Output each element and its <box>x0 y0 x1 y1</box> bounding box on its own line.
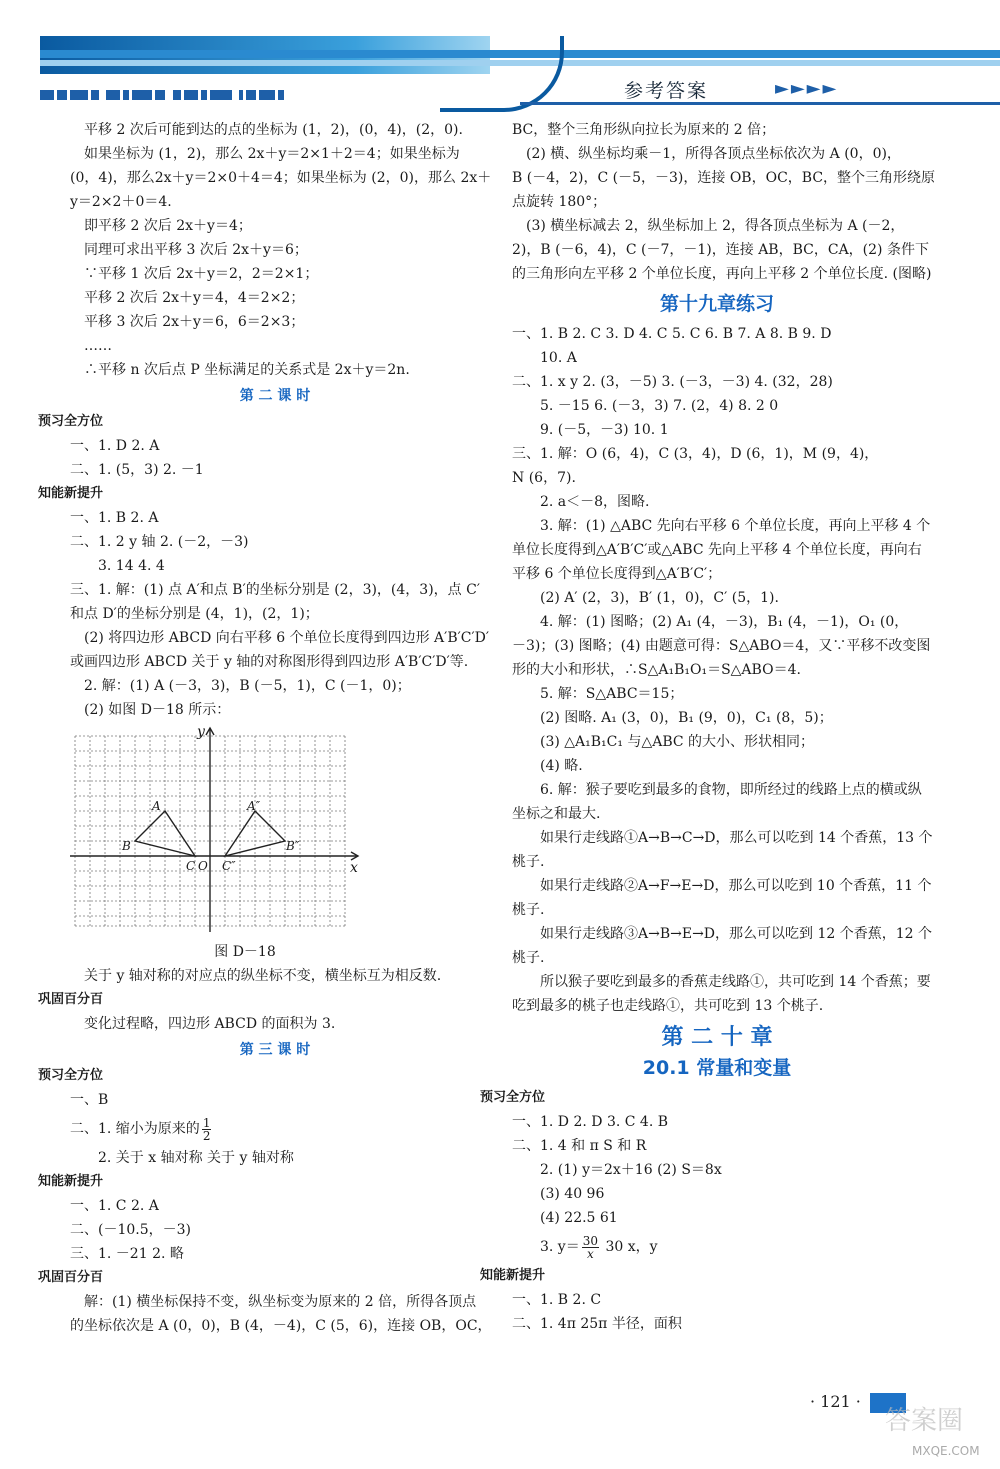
text-line: 一、1. D 2. A <box>70 438 160 454</box>
text-line: 2)，B (－6，4)，C (－7，－1)，连接 AB，BC，CA，(2) 条件下 <box>512 242 929 258</box>
text-line: 二、1. 4π 25π 半径，面积 <box>512 1316 682 1332</box>
header-pattern <box>40 88 500 102</box>
text-line: 变化过程略，四边形 ABCD 的面积为 3. <box>84 1016 336 1032</box>
fraction-prefix: 二、1. 缩小为原来的 <box>70 1121 200 1137</box>
tag-skill: 知能新提升 <box>38 486 104 501</box>
fraction-denominator: x <box>586 1246 594 1261</box>
text-line: 二、1. 2 y 轴 2. (－2，－3) <box>70 534 249 550</box>
section-title-chapter19: 第十九章练习 <box>659 293 774 315</box>
text-line: 一、1. C 2. A <box>70 1198 159 1214</box>
text-line: 一、B <box>70 1092 109 1108</box>
text-line: 的三角形向左平移 2 个单位长度，再向上平移 2 个单位长度. (图略) <box>512 266 932 282</box>
text-line: y＝2×2＋0＝4. <box>70 194 172 210</box>
text-line-fraction <box>512 1230 922 1264</box>
header-rule <box>520 102 1000 105</box>
tag-consolidate: 巩固百分百 <box>38 992 104 1007</box>
point-label-B: B <box>122 839 131 853</box>
text-line: 4. 解：(1) 图略；(2) A₁ (4，－3)，B₁ (4，－1)，O₁ (0， <box>540 614 909 630</box>
text-line: 2. a＜－8，图略. <box>540 494 650 510</box>
tag-preview: 预习全方位 <box>38 414 104 429</box>
text-line: 如果行走线路③A→B→E→D，那么可以吃到 12 个香蕉，12 个 <box>540 926 933 942</box>
text-line: 或画四边形 ABCD 关于 y 轴的对称图形得到四边形 A′B′C′D′等. <box>70 654 469 670</box>
tag-skill: 知能新提升 <box>480 1268 546 1283</box>
text-line: 平移 6 个单位长度得到△A′B′C′； <box>512 566 722 582</box>
text-line: 三、1. 解：O (6，4)，C (3，4)，D (6，1)，M (9，4)， <box>512 446 879 462</box>
text-line: (4) 22.5 61 <box>540 1210 618 1226</box>
text-line: 平移 2 次后 2x＋y＝4，4＝2×2； <box>84 290 305 306</box>
chapter-title-20: 第 二 十 章 <box>661 1025 773 1050</box>
text-line: 桃子. <box>512 950 545 966</box>
fraction-numerator: 30 <box>582 1233 598 1248</box>
section-title-20-1: 20.1 常量和变量 <box>642 1057 792 1079</box>
axis-label-x: x <box>350 860 358 876</box>
point-label-A: A <box>152 799 161 813</box>
text-line: 3. 14 4. 4 <box>98 558 165 574</box>
text-line: 3. 解：(1) △ABC 先向右平移 6 个单位长度，再向上平移 4 个 <box>540 518 931 534</box>
tag-preview: 预习全方位 <box>480 1090 546 1105</box>
text-line: 一、1. B 2. A <box>70 510 159 526</box>
text-line: 2. 关于 x 轴对称 关于 y 轴对称 <box>98 1150 294 1166</box>
text-line: (2) 将四边形 ABCD 向右平移 6 个单位长度得到四边形 A′B′C′D′ <box>84 630 490 646</box>
fraction-denominator: 2 <box>202 1128 211 1143</box>
text-line: 二、1. 4 和 π S 和 R <box>512 1138 647 1154</box>
text-line: BC，整个三角形纵向拉长为原来的 2 倍； <box>512 122 776 138</box>
point-label-O: O <box>198 859 208 873</box>
text-line: …… <box>84 338 112 354</box>
text-line: 桃子. <box>512 902 545 918</box>
text-line: 一、1. B 2. C 3. D 4. C 5. C 6. B 7. A 8. B 9. D <box>512 326 832 342</box>
text-line: 即平移 2 次后 2x＋y＝4； <box>84 218 252 234</box>
text-line: B (－4，2)，C (－5，－3)，连接 OB，OC，BC，整个三角形绕原 <box>512 170 936 186</box>
text-line: 10. A <box>540 350 577 366</box>
text-line: 5. 解：S△ABC＝15； <box>540 686 684 702</box>
text-line: 如果行走线路①A→B→C→D，那么可以吃到 14 个香蕉，13 个 <box>540 830 933 846</box>
watermark-logo: 答案圈 <box>885 1406 964 1436</box>
text-line: (2) 图略. A₁ (3，0)，B₁ (9，0)，C₁ (8，5)； <box>540 710 833 726</box>
text-line: 9. (－5，－3) 10. 1 <box>540 422 669 438</box>
text-line: 二、1. x y 2. (3，－5) 3. (－3，－3) 4. (32，28) <box>512 374 833 390</box>
fraction-numerator: 1 <box>202 1115 211 1130</box>
fraction <box>582 1235 599 1260</box>
text-line: 6. 解：猴子要吃到最多的食物，即所经过的线路上点的横或纵 <box>540 782 922 798</box>
fraction-prefix: 3. y＝ <box>540 1239 580 1255</box>
text-line: 5. －15 6. (－3，3) 7. (2，4) 8. 2 0 <box>540 398 779 414</box>
text-line: 平移 2 次后可能到达的点的坐标为 (1，2)，(0，4)，(2，0). <box>84 122 463 138</box>
text-line: (3) △A₁B₁C₁ 与△ABC 的大小、形状相同； <box>540 734 815 750</box>
axis-label-y: y <box>197 724 205 740</box>
header-arrows-icon: ►►►► <box>775 78 839 99</box>
text-line: 单位长度得到△A′B′C′或△ABC 先向上平移 4 个单位长度，再向右 <box>512 542 922 558</box>
text-line: 2. (1) y＝2x＋16 (2) S＝8x <box>540 1162 722 1178</box>
point-label-A2: A″ <box>247 799 261 813</box>
section-title-lesson2: 第 二 课 时 <box>239 388 311 404</box>
watermark-url: MXQE.COM <box>912 1444 980 1458</box>
text-line: 如果坐标为 (1，2)，那么 2x＋y＝2×1＋2＝4；如果坐标为 <box>84 146 460 162</box>
text-line: (0，4)，那么2x＋y＝2×0＋4＝4；如果坐标为 (2，0)，那么 2x＋ <box>70 170 492 186</box>
header-title: 参考答案 <box>624 80 709 102</box>
figure-d18 <box>70 726 360 936</box>
text-line: 如果行走线路②A→F→E→D，那么可以吃到 10 个香蕉，11 个 <box>540 878 932 894</box>
text-line: 一、1. D 2. D 3. C 4. B <box>512 1114 669 1130</box>
text-line: ∴平移 n 次后点 P 坐标满足的关系式是 2x＋y＝2n. <box>84 362 410 378</box>
tag-consolidate: 巩固百分百 <box>38 1270 104 1285</box>
text-line: 二、(－10.5，－3) <box>70 1222 192 1238</box>
tag-preview: 预习全方位 <box>38 1068 104 1083</box>
text-line: 形的大小和形状，∴S△A₁B₁O₁＝S△ABO＝4. <box>512 662 801 678</box>
coordinate-grid <box>70 726 360 936</box>
text-line: 2. 解：(1) A (－3，3)，B (－5，1)，C (－1，0)； <box>84 678 411 694</box>
fraction-suffix: 30 x，y <box>601 1239 658 1255</box>
point-label-C: C <box>186 859 196 873</box>
text-line: 同理可求出平移 3 次后 2x＋y＝6； <box>84 242 308 258</box>
text-line: N (6，7). <box>512 470 576 486</box>
text-line: 所以猴子要吃到最多的香蕉走线路①，共可吃到 14 个香蕉；要 <box>540 974 931 990</box>
text-line: 二、1. (5，3) 2. －1 <box>70 462 204 478</box>
page-number: · 121 · <box>810 1392 861 1411</box>
text-line: 三、1. 解：(1) 点 A′和点 B′的坐标分别是 (2，3)，(4，3)，点 C′ <box>70 582 481 598</box>
section-title-lesson3: 第 三 课 时 <box>239 1042 311 1058</box>
left-column <box>38 118 492 1338</box>
fraction <box>202 1117 212 1142</box>
text-line: 平移 3 次后 2x＋y＝6，6＝2×3； <box>84 314 305 330</box>
text-line: 三、1. －21 2. 略 <box>70 1246 184 1262</box>
point-label-B2: B″ <box>286 839 300 853</box>
text-line: ∵平移 1 次后 2x＋y＝2，2＝2×1； <box>84 266 319 282</box>
text-line: (3) 横坐标减去 2，纵坐标加上 2，得各顶点坐标为 A (－2， <box>526 218 905 234</box>
text-line: 关于 y 轴对称的对应点的纵坐标不变，横坐标互为相反数. <box>84 968 442 984</box>
text-line-fraction <box>70 1112 480 1146</box>
text-line: 和点 D′的坐标分别是 (4，1)，(2，1)； <box>70 606 319 622</box>
text-line: (2) 横、纵坐标均乘－1，所得各顶点坐标依次为 A (0，0)， <box>526 146 901 162</box>
text-line: 解：(1) 横坐标保持不变，纵坐标变为原来的 2 倍，所得各顶点 <box>84 1294 477 1310</box>
text-line: (4) 略. <box>540 758 583 774</box>
text-line: －3)；(3) 图略；(4) 由题意可得：S△ABO＝4，又∵平移不改变图 <box>512 638 931 654</box>
figure-caption: 图 D－18 <box>214 944 276 960</box>
text-line: (2) A′ (2，3)，B′ (1，0)，C′ (5，1). <box>540 590 779 606</box>
text-line: 吃到最多的桃子也走线路①，共可吃到 13 个桃子. <box>512 998 824 1014</box>
text-line: 桃子. <box>512 854 545 870</box>
right-column <box>480 118 936 1336</box>
point-label-C2: C″ <box>222 859 236 873</box>
text-line: (3) 40 96 <box>540 1186 605 1202</box>
tag-skill: 知能新提升 <box>38 1174 104 1189</box>
text-line: (2) 如图 D－18 所示： <box>84 702 231 718</box>
text-line: 坐标之和最大. <box>512 806 601 822</box>
text-line: 一、1. B 2. C <box>512 1292 602 1308</box>
text-line: 的坐标依次是 A (0，0)，B (4，－4)，C (5，6)，连接 OB，OC， <box>70 1318 492 1334</box>
text-line: 点旋转 180°； <box>512 194 607 210</box>
